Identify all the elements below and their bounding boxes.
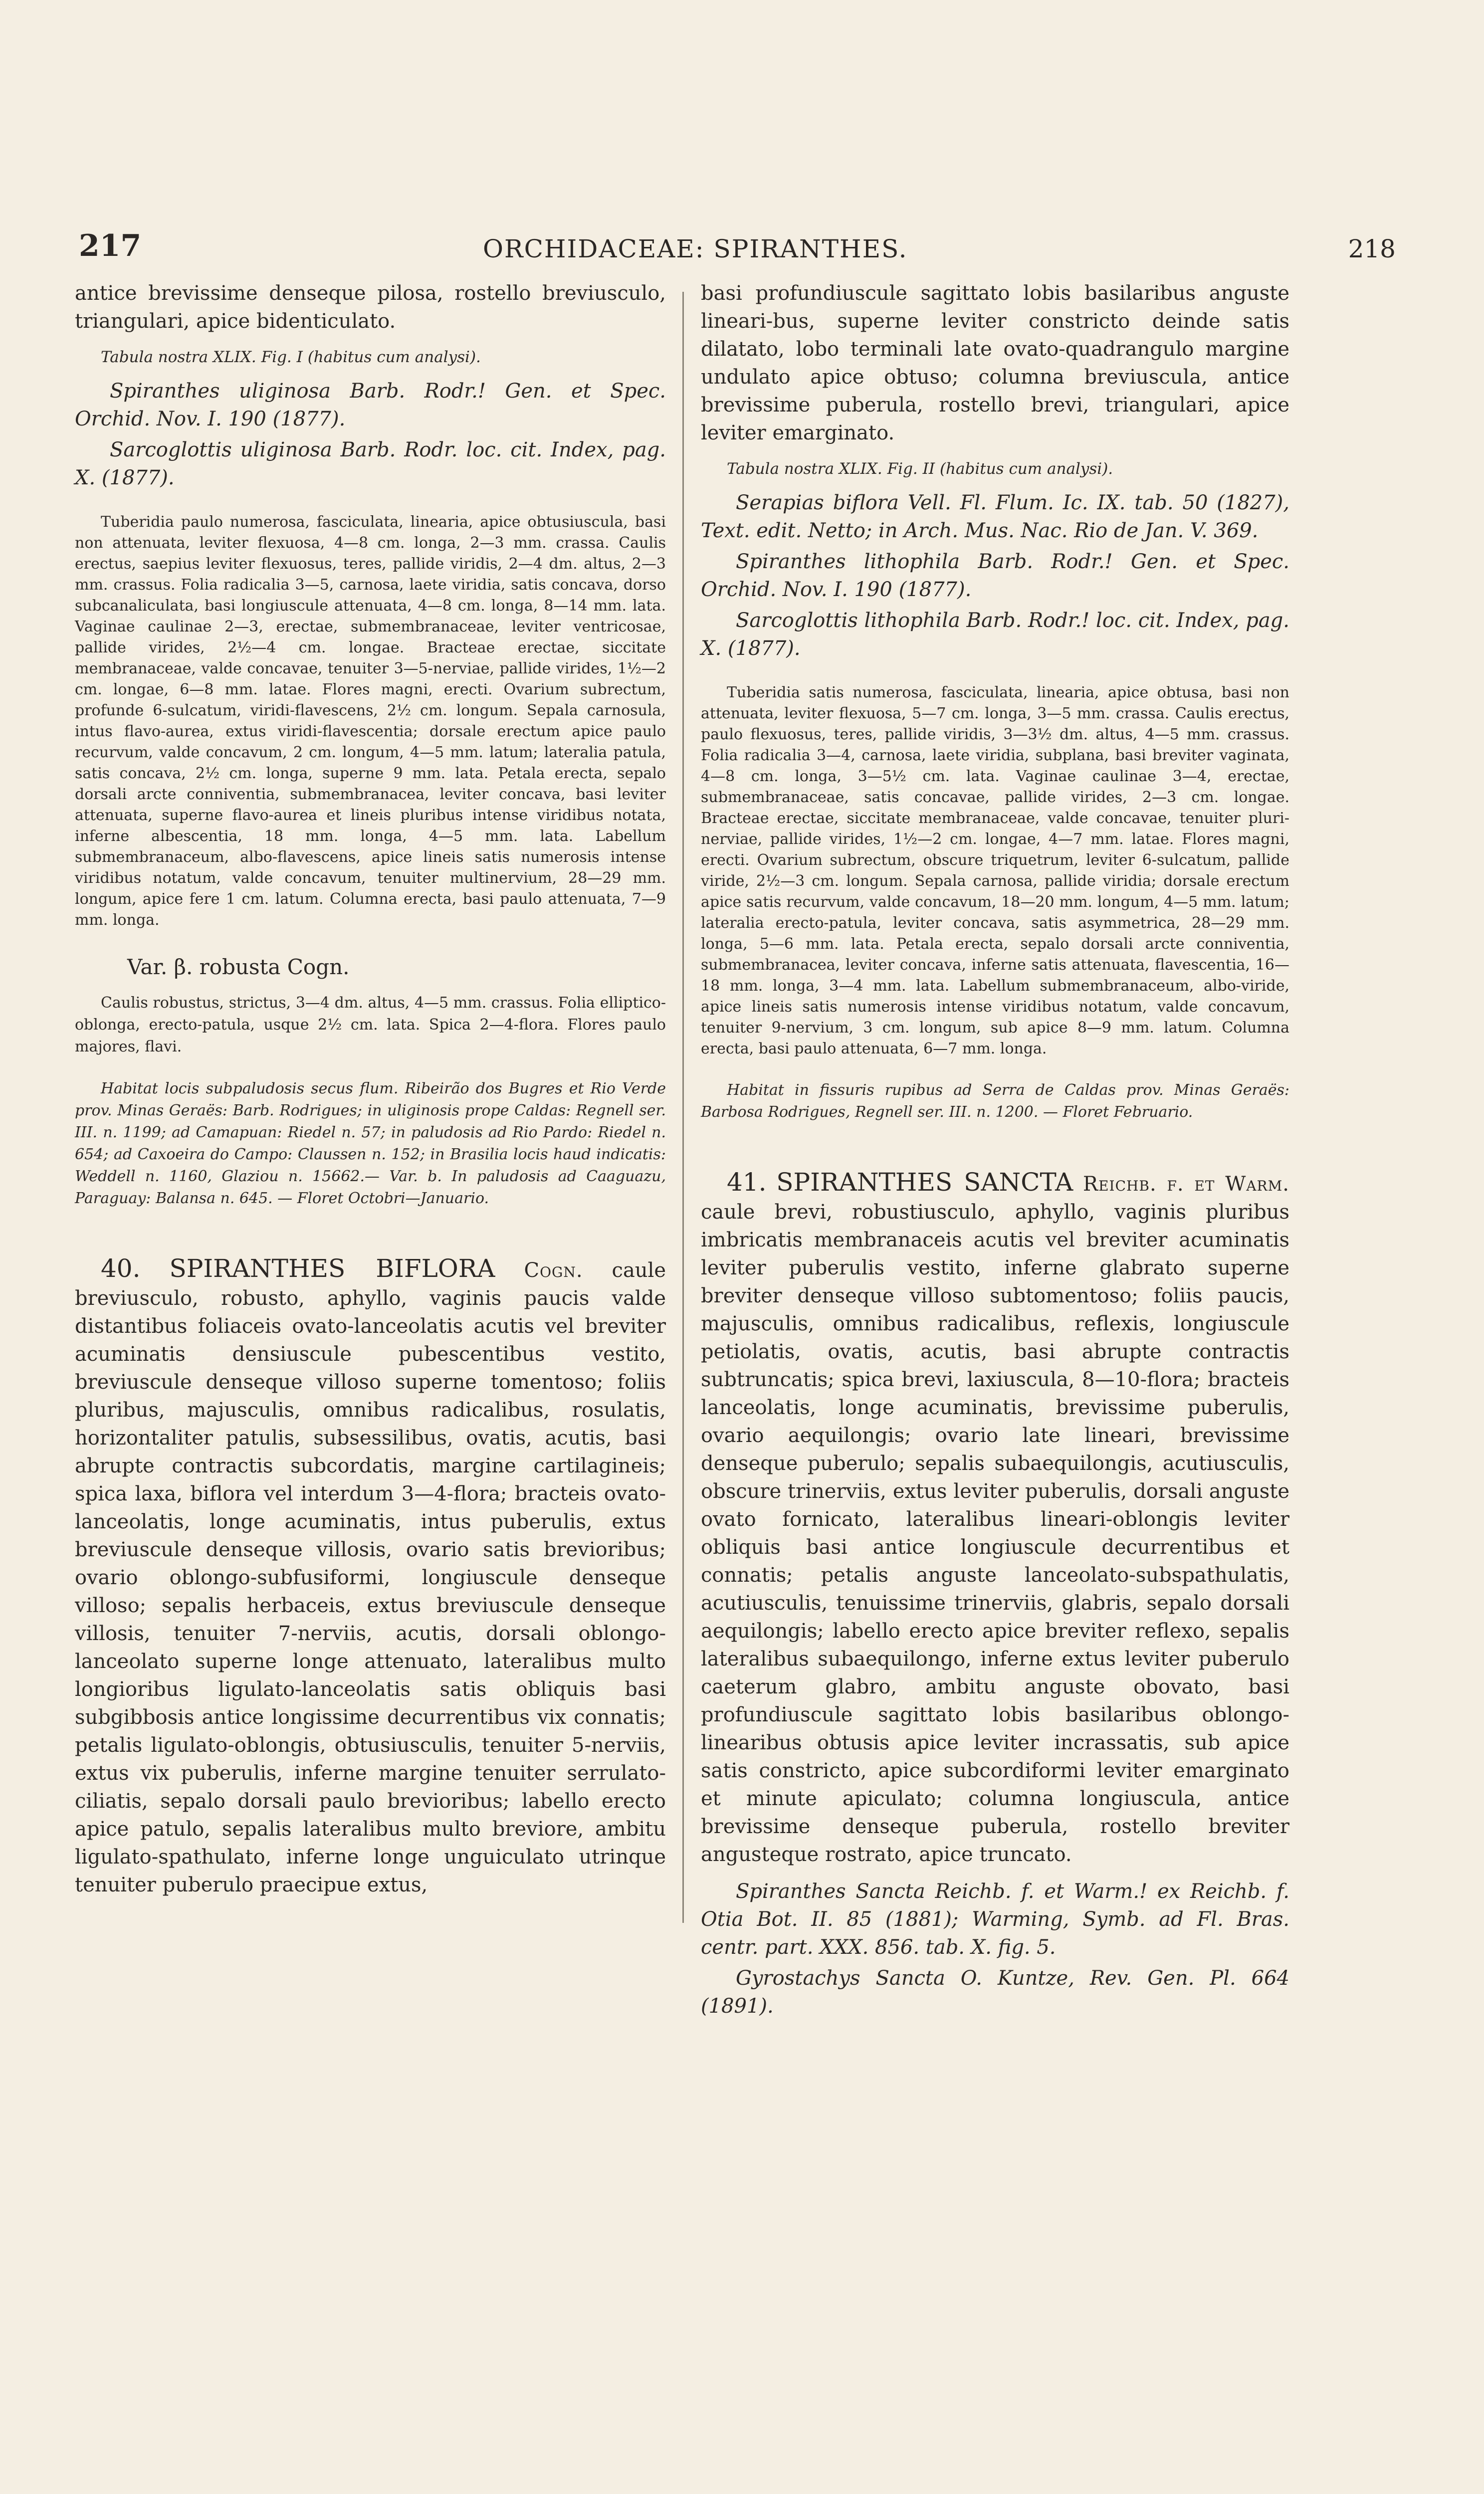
left-page-number: 217 [79, 228, 142, 263]
right-description: Tuberidia satis numerosa, fasciculata, linearia, apice obtusa, basi non attenuata, leviter flexuosa, 5—7 cm. longa, 3—5 mm. crassa. Caulis erectus, paulo flexuosus, teres, pallide viridis, 3—3½ dm. altus, 4—5 mm. crassus. Folia radicalia 3—4, carnosa, laete viridia, subplana, basi breviter vaginata, 4—8 cm. longa, 3—5½ cm. lata. Vaginae caulinae 3—4, erectae, submembranaceae, satis concavae, pallide virides, 2—3 cm. longae. Bracteae erectae, siccitate membranaceae, valde concavae, tenuiter pluri-nerviae, pallide virides, 1½—2 cm. longae, 4—7 mm. latae. Flores magni, erecti. Ovarium subrectum, obscure triquetrum, leviter 6-sulcatum, pallide viride, 2½—3 cm. longum. Sepala carnosa, pallide viridia; dorsale erectum apice satis recurvum, valde concavum, 18—20 mm. longum, 4—5 mm. latum; lateralia erecto-patula, leviter concava, satis asymmetrica, 28—29 mm. longa, 5—6 mm. lata. Petala erecta, sepalo dorsali arcte conniventia, submembranacea, leviter concava, inferne satis attenuata, flavescentia, 16—18 mm. longa, 3—4 mm. lata. Labellum submembranaceum, albo-viride, apice lineis satis numerosis intense viridibus notatum, valde concavum, tenuiter 9-nervium, 3 cm. longum, sub apice 8—9 mm. latum. Columna erecta, basi paulo attenuata, 6—7 mm. longa. [701, 684, 1289, 1057]
final-synonym: Gyrostachys Sancta O. Kuntze, Rev. Gen. Pl. 664 (1891). [701, 1967, 1289, 2018]
final-synonym: Spiranthes Sancta Reichb. f. et Warm.! ex Reichb. f. Otia Bot. II. 85 (1881); Warming, Symb. ad Fl. Bras. centr. part. XXX. 856. tab. X. fig. 5. [701, 1880, 1289, 1959]
right-tabula-reference: Tabula nostra XLIX. Fig. II (habitus cum analysi). [727, 460, 1113, 478]
right-column [701, 279, 1289, 2023]
left-habitat: Habitat locis subpaludosis secus flum. Ribeirão dos Bugres et Rio Verde prov. Minas Geraës: Barb. Rodrigues; in uliginosis prope Caldas: Regnell ser. III. n. 1199; ad Camapuan: Riedel n. 57; in paludosis ad Rio Pardo: Riedel n. 654; ad Caxoeira do Campo: Claussen n. 152; in Brasilia locis haud indicatis: Weddell n. 1160, Glaziou n. 15662.— Var. b. In paludosis ad Caaguazu, Paraguay: Balansa n. 645. — Floret Octobri—Januario. [75, 1080, 666, 1207]
right-page-number: 218 [1348, 234, 1396, 263]
species-40-name: SPIRANTHES BIFLORA [169, 1254, 495, 1283]
right-synonym: Spiranthes lithophila Barb. Rodr.! Gen. et Spec. Orchid. Nov. I. 190 (1877). [701, 550, 1289, 601]
page-header [79, 228, 1396, 273]
right-intro-text: basi profundiuscule sagittato lobis basilaribus anguste lineari-bus, superne leviter constricto deinde satis dilatato, lobo terminali late ovato-quadrangulo margine undulato apice obtuso; columna breviuscula, antice brevissime puberula, rostello brevi, triangulari, apice leviter emarginato. [701, 282, 1289, 444]
left-tabula-reference: Tabula nostra XLIX. Fig. I (habitus cum analysi). [101, 348, 481, 366]
species-41-text: caule brevi, robustiusculo, aphyllo, vaginis pluribus imbricatis membranaceis acutis vel breviter acuminatis leviter puberulis vestito, inferne glabrato superne breviter denseque villoso subtomentoso; foliis paucis, majusculis, omnibus radicalibus, reflexis, longiuscule petiolatis, ovatis, acutis, basi abrupte contractis subtruncatis; spica brevi, laxiuscula, 8—10-flora; bracteis lanceolatis, longe acuminatis, brevissime puberulis, ovario aequilongis; ovario late lineari, brevissime denseque puberulo; sepalis subaequilongis, acutiusculis, obscure trinerviis, extus leviter puberulis, dorsali anguste ovato fornicato, lateralibus lineari-oblongis leviter obliquis basi antice longiuscule decurrentibus et connatis; petalis anguste lanceolato-subspathulatis, acutiusculis, tenuissime trinerviis, glabris, sepalo dorsali aequilongis; labello erecto apice breviter reflexo, sepalis lateralibus subaequilongo, inferne extus leviter puberulo caeterum glabro, ambitu anguste obovato, basi profundiuscule sagittato lobis basilaribus oblongo-linearibus obtusis apice leviter incrassatis, sub apice satis constricto, apice subcordiformi leviter emarginato et minute apiculato; columna longiuscula, antice brevissime denseque puberula, rostello breviter angusteque rostrato, apice truncato. [701, 1201, 1289, 1866]
species-41-author: Reichb. f. et Warm. [1082, 1173, 1290, 1196]
species-40-number: 40. [101, 1254, 141, 1283]
right-synonym: Sarcoglottis lithophila Barb. Rodr.! loc. cit. Index, pag. X. (1877). [701, 609, 1289, 660]
right-synonym: Serapias biflora Vell. Fl. Flum. Ic. IX. tab. 50 (1827), Text. edit. Netto; in Arch. Mus. Nac. Rio de Jan. V. 369. [701, 491, 1289, 542]
variety-description: Caulis robustus, strictus, 3—4 dm. altus, 4—5 mm. crassus. Folia elliptico-oblonga, erecto-patula, usque 2½ cm. lata. Spica 2—4-flora. Flores paulo majores, flavi. [75, 994, 666, 1055]
species-41-entry [701, 1168, 1289, 1869]
left-synonym: Sarcoglottis uliginosa Barb. Rodr. loc. cit. Index, pag. X. (1877). [75, 438, 666, 489]
left-description: Tuberidia paulo numerosa, fasciculata, linearia, apice obtusiuscula, basi non attenuata, leviter flexuosa, 4—8 cm. longa, 2—3 mm. crassa. Caulis erectus, saepius leviter flexuosus, teres, pallide viridis, 2—4 dm. altus, 2—3 mm. crassus. Folia radicalia 3—5, carnosa, laete viridia, satis concava, dorso subcanaliculata, basi longiuscule attenuata, 4—8 cm. longa, 8—14 mm. lata. Vaginae caulinae 2—3, erectae, submembranaceae, leviter ventricosae, pallide virides, 2½—4 cm. longae. Bracteae erectae, siccitate membranaceae, valde concavae, tenuiter 3—5-nerviae, pallide virides, 1½—2 cm. longae, 6—8 mm. latae. Flores magni, erecti. Ovarium subrectum, profunde 6-sulcatum, viridi-flavescens, 2½ cm. longum. Sepala carnosula, intus flavo-aurea, extus viridi-flavescentia; dorsale erectum apice paulo recurvum, valde concavum, 2 cm. longum, 4—5 mm. latum; lateralia patula, satis concava, 2½ cm. longa, superne 9 mm. lata. Petala erecta, sepalo dorsali arcte conniventia, submembranacea, leviter concava, basi leviter attenuata, superne flavo-aurea et lineis pluribus intense viridibus notata, inferne albescentia, 18 mm. longa, 4—5 mm. lata. Labellum submembranaceum, albo-flavescens, apice lineis satis numerosis intense viridibus notatum, valde concavum, tenuiter multinervium, 28—29 mm. longum, apice fere 1 cm. latum. Columna erecta, basi paulo attenuata, 7—9 mm. longa. [75, 513, 666, 929]
species-40-entry [75, 1254, 666, 1899]
variety-heading: Var. β. robusta Cogn. [127, 955, 350, 979]
species-40-author: Cogn. [524, 1259, 583, 1282]
species-40-text: caule breviusculo, robusto, aphyllo, vaginis paucis valde distantibus foliaceis ovato-lanceolatis acutis vel breviter acuminatis densiuscule pubescentibus vestito, breviuscule denseque villoso superne tomentoso; foliis pluribus, majusculis, omnibus radicalibus, rosulatis, horizontaliter patulis, subsessilibus, ovatis, acutis, basi abrupte contractis subcordatis, margine cartilagineis; spica laxa, biflora vel interdum 3—4-flora; bracteis ovato-lanceolatis, longe acuminatis, intus puberulis, extus breviuscule denseque villosis, ovario satis brevioribus; ovario oblongo-subfusiformi, longiuscule denseque villoso; sepalis herbaceis, extus breviuscule denseque villosis, tenuiter 7-nerviis, acutis, dorsali oblongo-lanceolato superne longe attenuato, lateralibus multo longioribus ligulato-lanceolatis satis obliquis basi subgibbosis antice longissime decurrentibus vix connatis; petalis ligulato-oblongis, obtusiusculis, tenuiter 5-nerviis, extus vix puberulis, inferne margine tenuiter serrulato-ciliatis, sepalo dorsali paulo brevioribus; labello erecto apice patulo, sepalis lateralibus multo breviore, ambitu ligulato-spathulato, inferne longe unguiculato utrinque tenuiter puberulo praecipue extus, [75, 1259, 666, 1896]
species-41-name: SPIRANTHES SANCTA [776, 1168, 1073, 1197]
column-divider [682, 292, 684, 1923]
left-column [75, 279, 666, 1899]
running-title: ORCHIDACEAE: SPIRANTHES. [483, 234, 908, 263]
left-synonym: Spiranthes uliginosa Barb. Rodr.! Gen. et Spec. Orchid. Nov. I. 190 (1877). [75, 380, 666, 430]
right-habitat: Habitat in fissuris rupibus ad Serra de Caldas prov. Minas Geraës: Barbosa Rodrigues, Regnell ser. III. n. 1200. — Floret Februario. [701, 1081, 1289, 1121]
species-41-number: 41. [727, 1168, 767, 1197]
left-intro-text: antice brevissime denseque pilosa, rostello breviusculo, triangulari, apice bidenticulato. [75, 282, 666, 333]
